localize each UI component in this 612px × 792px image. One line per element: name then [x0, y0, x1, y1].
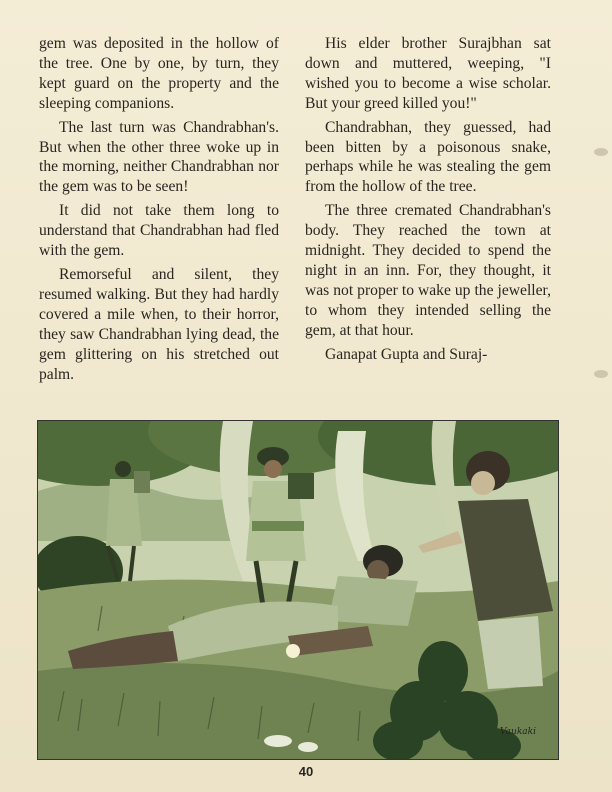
forest-scene-drawing — [38, 421, 558, 759]
left-text-column — [39, 34, 279, 388]
paragraph: His elder brother Surajbhan sat down and muttered, weeping, "I wished you to become a wise scholar. But your greed killed you!" — [305, 35, 551, 112]
paragraph: The last turn was Chandrabhan's. But when the other three woke up in the morning, neither Chandrabhan nor the gem was to be seen! — [39, 118, 279, 196]
paragraph: Ganapat Gupta and Suraj- — [325, 345, 488, 363]
right-text-column — [305, 34, 551, 369]
paragraph: The three cremated Chandrabhan's body. They reached the town at midnight. They decided to spend the night in an inn. For, they thought, it was not proper to wake up the jeweller, to whom they intended selling the gem, at that hour. — [305, 202, 551, 339]
page-number: 40 — [298, 764, 314, 779]
binding-hole — [594, 370, 608, 378]
artist-signature: Vaukaki — [500, 727, 536, 737]
paragraph: It did not take them long to understand that Chandrabhan had fled with the gem. — [39, 202, 279, 260]
story-illustration — [37, 420, 559, 760]
paragraph: Remorseful and silent, they resumed walking. But they had hardly covered a mile when, to their horror, they saw Chandrabhan lying dead, the gem glittering on his stretched out palm. — [39, 265, 279, 383]
binding-hole — [594, 148, 608, 156]
paragraph: gem was deposited in the hollow of the tree. One by one, by turn, they kept guard on the property and the sleeping companions. — [39, 35, 279, 112]
paragraph: Chandrabhan, they guessed, had been bitten by a poisonous snake, perhaps while he was stealing the gem from the hollow of the tree. — [305, 118, 551, 196]
